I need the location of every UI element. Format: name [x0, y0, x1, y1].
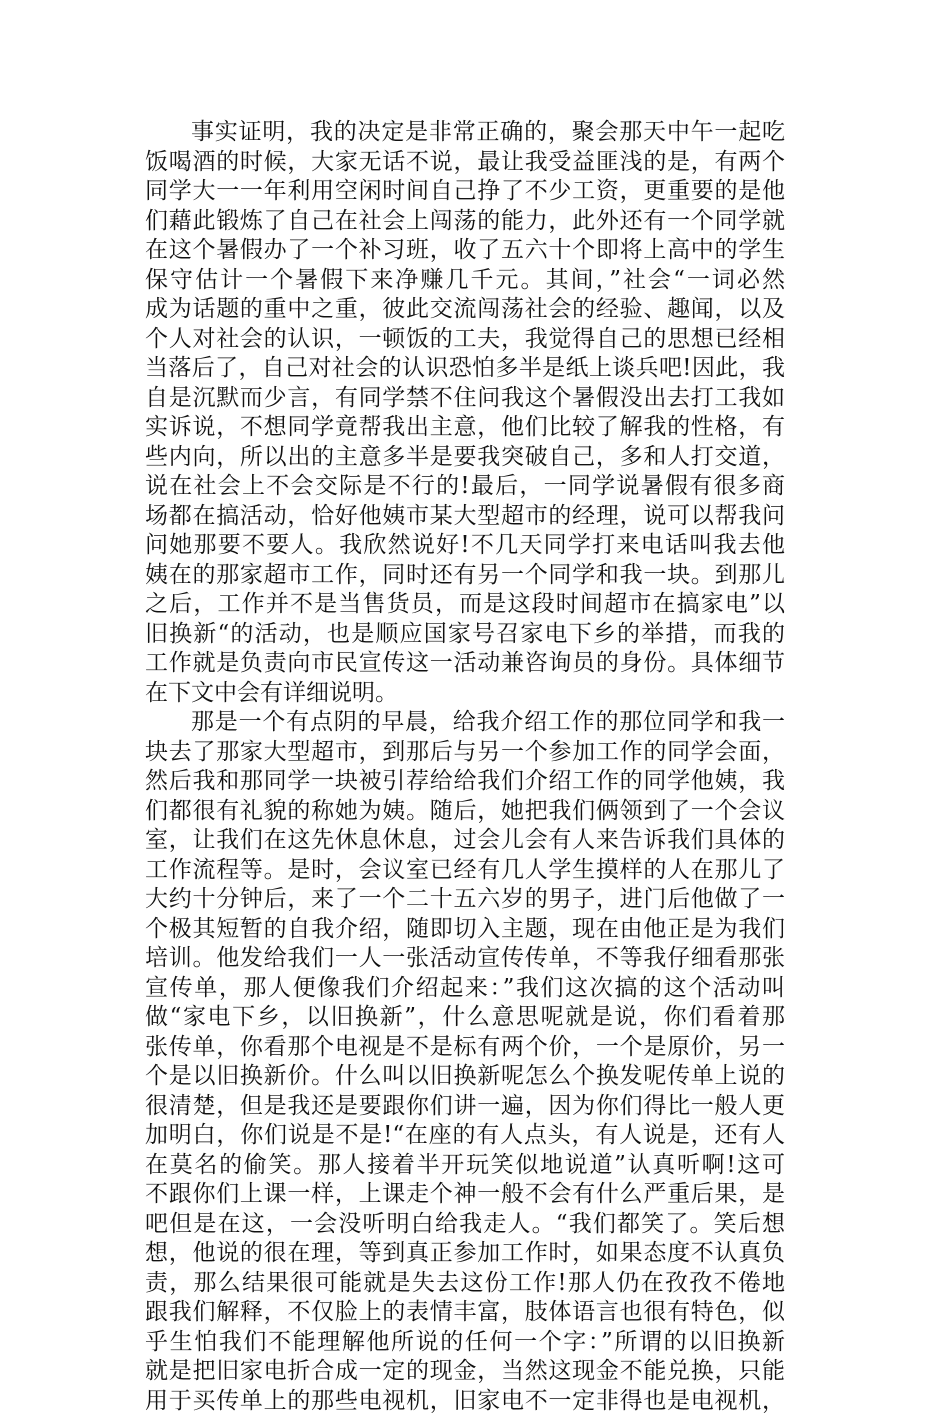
text-line: 在下文中会有详细说明。: [145, 679, 785, 709]
text-line: 当落后了，自己对社会的认识恐怕多半是纸上谈兵吧!因此，我: [145, 354, 785, 384]
text-line: 保守估计一个暑假下来净赚几千元。其间，”社会“一词必然: [145, 266, 785, 296]
text-line: 工作流程等。是时，会议室已经有几人学生摸样的人在那儿了: [145, 856, 785, 886]
text-line: 加明白，你们说是不是!“在座的有人点头，有人说是，还有人: [145, 1121, 785, 1151]
text-line: 想，他说的很在理，等到真正参加工作时，如果态度不认真负: [145, 1239, 785, 1269]
text-line: 旧换新“的活动，也是顺应国家号召家电下乡的举措，而我的: [145, 620, 785, 650]
text-line: 饭喝酒的时候，大家无话不说，最让我受益匪浅的是，有两个: [145, 148, 785, 178]
text-line: 跟我们解释，不仅脸上的表情丰富，肢体语言也很有特色，似: [145, 1298, 785, 1328]
text-line: 块去了那家大型超市，到那后与另一个参加工作的同学会面，: [145, 738, 785, 768]
text-line: 问她那要不要人。我欣然说好!不几天同学打来电话叫我去他: [145, 531, 785, 561]
text-line: 吧但是在这，一会没听明白给我走人。“我们都笑了。笑后想: [145, 1210, 785, 1240]
text-line: 在莫名的偷笑。那人接着半开玩笑似地说道”认真听啊!这可: [145, 1151, 785, 1181]
text-line: 乎生怕我们不能理解他所说的任何一个字：”所谓的以旧换新: [145, 1328, 785, 1358]
text-line: 责，那么结果很可能就是失去这份工作!那人仍在孜孜不倦地: [145, 1269, 785, 1299]
text-line: 做“家电下乡，以旧换新”，什么意思呢就是说，你们看着那: [145, 1003, 785, 1033]
text-line: 就是把旧家电折合成一定的现金，当然这现金不能兑换，只能: [145, 1357, 785, 1387]
text-line: 很清楚，但是我还是要跟你们讲一遍，因为你们得比一般人更: [145, 1092, 785, 1122]
text-line: 宣传单，那人便像我们介绍起来：”我们这次搞的这个活动叫: [145, 974, 785, 1004]
text-line: 自是沉默而少言，有同学禁不住问我这个暑假没出去打工我如: [145, 384, 785, 414]
text-line: 在这个暑假办了一个补习班，收了五六十个即将上高中的学生: [145, 236, 785, 266]
paragraph-2: [145, 708, 785, 1416]
text-line: 个是以旧换新价。什么叫以旧换新呢怎么个换发呢传单上说的: [145, 1062, 785, 1092]
text-line: 工作就是负责向市民宣传这一活动兼咨询员的身份。具体细节: [145, 649, 785, 679]
text-line: 说在社会上不会交际是不行的!最后，一同学说暑假有很多商: [145, 472, 785, 502]
text-line: 然后我和那同学一块被引荐给给我们介绍工作的同学他姨，我: [145, 767, 785, 797]
paragraph-1: [145, 118, 785, 708]
text-line: 培训。他发给我们一人一张活动宣传传单，不等我仔细看那张: [145, 944, 785, 974]
text-line: 不跟你们上课一样，上课走个神一般不会有什么严重后果，是: [145, 1180, 785, 1210]
text-line: 事实证明，我的决定是非常正确的，聚会那天中午一起吃: [145, 118, 785, 148]
text-line: 个人对社会的认识，一顿饭的工夫，我觉得自己的思想已经相: [145, 325, 785, 355]
text-line: 用于买传单上的那些电视机，旧家电不一定非得也是电视机，: [145, 1387, 785, 1416]
text-line: 们都很有礼貌的称她为姨。随后，她把我们俩领到了一个会议: [145, 797, 785, 827]
text-line: 们藉此锻炼了自己在社会上闯荡的能力，此外还有一个同学就: [145, 207, 785, 237]
text-line: 成为话题的重中之重，彼此交流闯荡社会的经验、趣闻，以及: [145, 295, 785, 325]
text-line: 场都在搞活动，恰好他姨市某大型超市的经理，说可以帮我问: [145, 502, 785, 532]
text-line: 些内向，所以出的主意多半是要我突破自己，多和人打交道，: [145, 443, 785, 473]
text-line: 同学大一一年利用空闲时间自己挣了不少工资，更重要的是他: [145, 177, 785, 207]
text-line: 张传单，你看那个电视是不是标有两个价，一个是原价，另一: [145, 1033, 785, 1063]
text-line: 姨在的那家超市工作，同时还有另一个同学和我一块。到那儿: [145, 561, 785, 591]
document-body: [145, 118, 785, 1416]
text-line: 实诉说，不想同学竟帮我出主意，他们比较了解我的性格，有: [145, 413, 785, 443]
text-line: 之后，工作并不是当售货员，而是这段时间超市在搞家电”以: [145, 590, 785, 620]
text-line: 那是一个有点阴的早晨，给我介绍工作的那位同学和我一: [145, 708, 785, 738]
text-line: 大约十分钟后，来了一个二十五六岁的男子，进门后他做了一: [145, 885, 785, 915]
text-line: 室，让我们在这先休息休息，过会儿会有人来告诉我们具体的: [145, 826, 785, 856]
text-line: 个极其短暂的自我介绍，随即切入主题，现在由他正是为我们: [145, 915, 785, 945]
